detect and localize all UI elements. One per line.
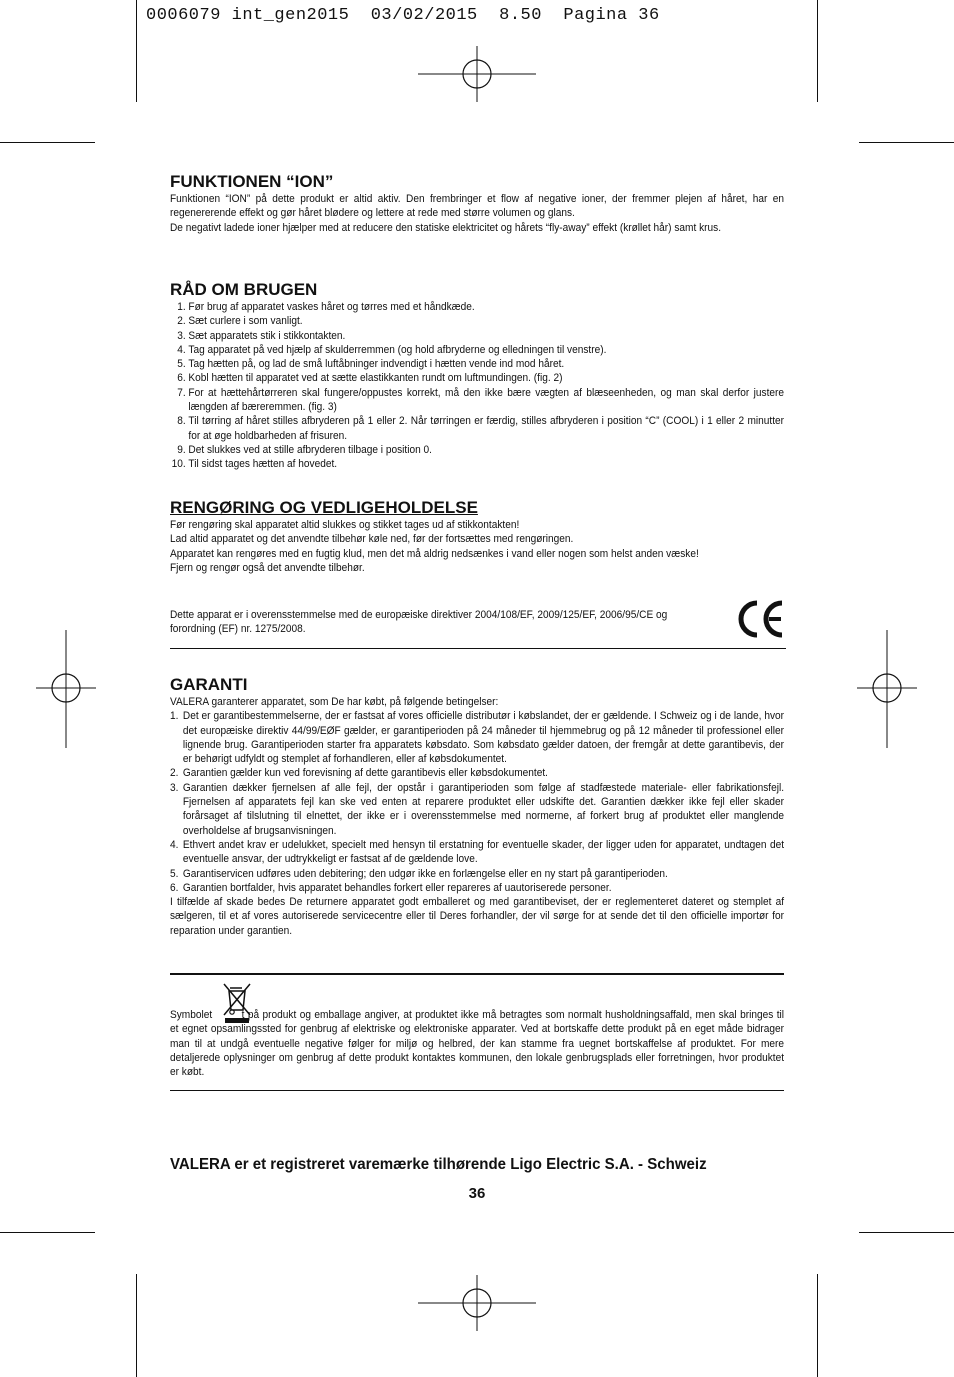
conformity-text: Dette apparat er i overensstemmelse med de europæiske direktiver 2004/108/EF, 2009/125/EF, 2006/95/CE og forordning (EF) nr. 1275/2008. xyxy=(170,609,668,636)
divider xyxy=(170,1090,784,1091)
cleaning-paragraph-1: Før rengøring skal apparatet altid slukkes og stikket tages ud af stikkontakten! xyxy=(170,519,520,531)
warranty-outro: I tilfælde af skade bedes De returnere apparatet godt emballeret og med garantibeviset, der er reglementeret dateret og stemplet af sælgeren, til et af vores autoriserede servicecentre eller til Deres forhandler, der vil sørge for at sende det til den officielle importør for reparation under garantien. xyxy=(170,896,785,937)
weee-text xyxy=(170,1008,784,1079)
list-item: 1. Før brug af apparatet vaskes håret og tørres med et håndkæde. xyxy=(177,301,475,313)
registration-mark-icon xyxy=(857,630,917,748)
ce-mark-icon xyxy=(736,600,786,638)
crop-mark-bottom-right-v xyxy=(817,1274,818,1377)
section-title-warranty: GARANTI xyxy=(170,675,248,694)
crop-mark-top-left-v xyxy=(136,0,137,102)
list-item: 5. Garantiservicen udføres uden debitering; den udgør ikke en forlængelse eller en ny start på garantiperioden. xyxy=(170,867,668,880)
list-item: 6. Kobl hætten til apparatet ved at sætte elastikkanten rundt om luftmundingen. (fig. 2) xyxy=(177,372,563,385)
crop-mark-top-left-h xyxy=(0,142,95,143)
list-item: 9. Det slukkes ved at stille afbryderen tilbage i position 0. xyxy=(177,443,432,456)
registration-mark-icon xyxy=(418,44,536,104)
list-item: 2. Garantien gælder kun ved forevisning af dette garantibevis eller købsdokumentet. xyxy=(170,767,548,780)
crop-mark-top-right-h xyxy=(859,142,954,143)
crop-mark-bottom-left-h xyxy=(0,1232,95,1233)
ion-paragraph-1: Funktionen “ION” på dette produkt er altid aktiv. Den frembringer et flow af negative ioner, der fremmer plejen af håret, har en regenererende effekt og gør håret blødere og lettere at rede med større volumen og glans. xyxy=(170,193,785,220)
cleaning-paragraph-4: Fjern og rengør også det anvendte tilbehør. xyxy=(170,561,365,574)
crop-mark-top-right-v xyxy=(817,0,818,102)
section-title-ion: FUNKTIONEN “ION” xyxy=(170,172,334,191)
list-item: 10. Til sidst tages hætten af hovedet. xyxy=(171,458,338,471)
section-warranty xyxy=(170,675,784,938)
list-item: 8. Til tørring af håret stilles afbryderen på 1 eller 2. Når tørringen er færdig, stilles afbryderen i position “C” (COOL) i 1 eller 2 minutter for at øge holdbarheden af frisuren. xyxy=(177,415,785,442)
weee-text-rest: t på produkt og emballage angiver, at produktet ikke må betragtes som normalt husholdningsaffald, men skal bringes til et egnet opsamlingssted for genbrug af elektriske og elektroniske apparater. Ved at bortskaffe dette produkt på en eget måde bidrager man til at undgå eventuelle negative følger for miljø og helbred, der kan stamme fra uegnet bortskaffelse af produktet. For mere detaljerede oplysninger om genbrug af dette produkt kontaktes kommunen, den lokale genbrugsplads eller forretningen, hvor produktet er købt. xyxy=(170,1009,785,1079)
usage-steps-list xyxy=(170,300,784,472)
warranty-terms-list xyxy=(170,709,784,895)
page-number: 36 xyxy=(468,1185,486,1202)
crop-mark-bottom-right-h xyxy=(859,1232,954,1233)
crop-mark-bottom-left-v xyxy=(136,1274,137,1377)
registration-mark-icon xyxy=(418,1273,536,1333)
cleaning-paragraph-2: Lad altid apparatet og det anvendte tilbehør køle ned, før der fortsættes med rengøringen. xyxy=(170,533,574,546)
section-ion xyxy=(170,172,784,235)
list-item: 7. For at hættehårtørreren skal fungere/oppustes korrekt, må den ikke bære vægten af blæseenheden, og man skal derfor justere længden af bæreremmen. (fig. 3) xyxy=(177,386,785,414)
warranty-intro: VALERA garanterer apparatet, som De har købt, på følgende betingelser: xyxy=(170,696,499,708)
section-title-usage: RÅD OM BRUGEN xyxy=(170,280,318,299)
conformity-statement xyxy=(170,608,710,637)
list-item: 1. Det er garantibestemmelserne, der er fastsat af vores officielle distributør i købslandet, der er gældende. I Schweiz og i de lande, hvor det europæiske direktiv 44/99/EØF gælder, er garantiperioden på 24 måneder til hjemmebrug og på 12 måneder til professionel eller lignende brug. Garantiperioden starter fra apparatets købsdato. Som købsdato gælder datoen, der fremgår at dette garantibevis, der er behørigt udfyldt og stemplet af forhandleren, eller af købsdokumentet. xyxy=(170,710,785,766)
list-item: 4. Tag apparatet på ved hjælp af skulderremmen (og hold afbryderne og elledningen til venstre). xyxy=(177,343,607,356)
section-cleaning xyxy=(170,498,784,575)
ion-paragraph-2: De negativt ladede ioner hjælper med at reducere den statiske elektricitet og hårets “fly-away” effekt (krøllet hår) samt krus. xyxy=(170,221,722,234)
trademark-footer: VALERA er et registreret varemærke tilhørende Ligo Electric S.A. - Schweiz xyxy=(170,1156,707,1173)
section-usage xyxy=(170,280,784,472)
list-item: 3. Garantien dækker fjernelsen af alle fejl, der opstår i garantiperioden som følge af stadfæstede materiale- eller fabrikationsfejl. Fjernelsen af apparatets fejl kan ske ved enten at reparere produktet eller udskifte det. Garantien dækker ikke fejl eller skader forårsaget af tilslutning til elnettet, der ikke er i overensstemmelse med normerne, af forkert brug af produktet eller manglende overholdelse af brugsanvisningen. xyxy=(170,781,785,837)
divider xyxy=(170,648,786,649)
divider xyxy=(170,973,784,975)
list-item: 5. Tag hætten på, og lad de små luftåbninger indvendigt i hætten vende ind mod håret. xyxy=(177,358,565,371)
weee-text-start: Symbolet xyxy=(170,1009,213,1021)
list-item: 2. Sæt curlere i som vanligt. xyxy=(177,315,303,328)
print-slug: 0006079 int_gen2015 03/02/2015 8.50 Pagina 36 xyxy=(146,6,660,25)
registration-mark-icon xyxy=(36,630,96,748)
list-item: 4. Ethvert andet krav er udelukket, specielt med hensyn til erstatning for eventuelle skader, der ligger uden for apparatet, undtagen det eventuelle ansvar, der udtrykkeligt er fastsat af de gældende love. xyxy=(170,838,785,866)
section-title-cleaning: RENGØRING OG VEDLIGEHOLDELSE xyxy=(170,498,478,517)
cleaning-paragraph-3: Apparatet kan rengøres med en fugtig klud, men det må aldrig nedsænkes i vand eller nogen som helst anden væske! xyxy=(170,547,699,560)
list-item: 6. Garantien bortfalder, hvis apparatet behandles forkert eller repareres af uautoriserede personer. xyxy=(170,881,612,894)
list-item: 3. Sæt apparatets stik i stikkontakten. xyxy=(177,329,346,342)
